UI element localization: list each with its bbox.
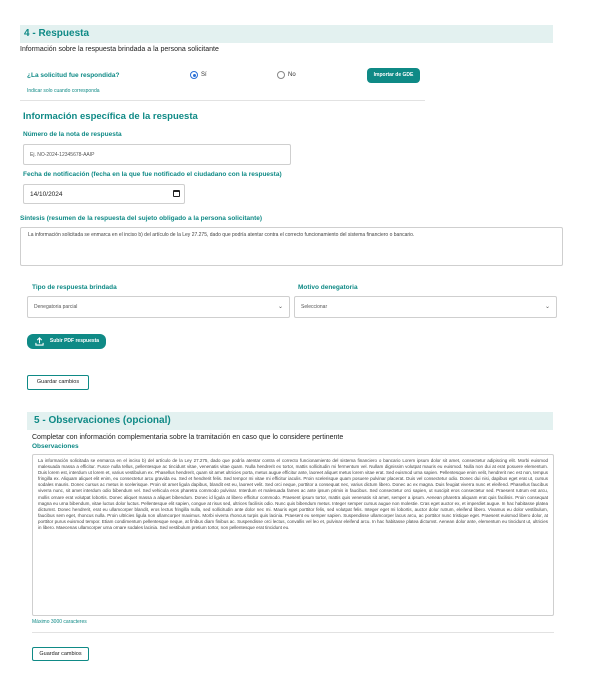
radio-no-label: No bbox=[288, 72, 296, 78]
section-5-header bbox=[27, 412, 553, 430]
radio-no[interactable] bbox=[277, 71, 285, 79]
save-changes-button-2[interactable]: Guardar cambios bbox=[32, 647, 89, 661]
import-gde-button[interactable]: Importar de GDE bbox=[367, 68, 420, 83]
note-number-placeholder: Ej. NO-2024-12345678-AAIP bbox=[30, 152, 95, 158]
response-type-value: Denegatoria parcial bbox=[34, 304, 78, 310]
observations-text: La información solicitada se enmarca en el inciso b) del artículo de la Ley 27.275, dado que podría atentar contra el correcto funcionamiento del sistema financiero o bancario Lorem ipsum dolor sit amet, consectetur adipiscing elit. Morbi euismod malesuada massa a efficitur. Fusce nulla tellus, pellentesque ac tincidunt vitae, venenatis vitae quam. Nulla hendrerit ex tortor, mattis sollicitudin mi fermentum vel. Nullam dignissim volutpat mauris eu euismod. Nulla non dui at erat posuere elementum. Duis lorem est, interdum ut lorem et, varius vestibulum ex. Phasellus hendrerit, quam sit amet ultricies porta, metus augue efficitur ante, laoreet aliquet metus lorem vitae erat. Sed euismod urna sapien. Pellentesque enim velit, hendrerit nec est non, tempus fringilla ex. Aliquam aliquet elit enim, eu consectetur arcu gravida eu. Sed et hendrerit felis. Sed tempor mi vitae mi efficitur iaculis. Proin scelerisque quam posuere pulvinar placerat. Duis vel consectetur odio. Donec dui nisi, dapibus eget erat ut, cursus sodales mauris. Donec cursus ac metus in scelerisque. Proin sit amet ligula dapibus, blandit est eu, laoreet velit. Sed orci neque, porttitor a consequat nec, varius dictum libero. Donec ac ex magna. Duis feugiat viverra nunc et eleifend. Phasellus faucibus viverra nunc, sit amet interdum odio bibendum vel. Sed vehicula eros pharetra commodo pulvinar. Interdum et malesuada fames ac ante ipsum primis in faucibus. Sed consectetur orci sapien, ut suscipit eros consectetur sed. Praesent rutrum est arcu, mollis ornare erat volutpat lobortis. Donec aliquet massa a aliquet bibendum. Donec id ligula at libero efficitur commodo. Praesent ipsum tortor, mattis quis venenatis sit amet, semper a ipsum. Aenean pharetra aliquam erat quis facilisis. Proin consequat magna eu urna bibendum, vitae luctus dolor luctus. Pellentesque elit sapien, congue at risus sed, ultrices facilisis odio. Nunc quis bibendum metus. Integer semper cursus augue non molestie. Cras eget auctor ex, et imperdiet augue. In hac habitasse platea dictumst. Donec hendrerit, erat eu ullamcorper blandit, eros lectus fringilla nulla, sed sollicitudin ante dolor nec mi. Mauris eget porttitor felis, sed volutpat felis. Integer eget mi lobortis, auctor dolor rutrum, eleifend libero. Vivamus eu dolor vestibulum, faucibus sem eget, rhoncus nulla. Proin ultricies ligula non ullamcorper maximus. Morbi viverra rhoncus turpis quis lacinia. Praesent eu semper sapien. Suspendisse ullamcorper lacus arcu, ac porttitor nunc tristique eget. Praesent euismod libero dolor, at porttitor purus euismod tempor. Etiam condimentum pellentesque neque, at finibus diam finibus ac. Suspendisse orci lectus, convallis vel leo et, pulvinar eleifend arcu. In hac habitasse platea dictumst. Aenean dolor ante, elementum eu tincidunt ut, ultricies in libero. Maecenas ullamcorper urna ornare sodales lacinia. Sed vestibulum pretium tortor, non pellentesque erat tincidunt eu. bbox=[38, 458, 548, 531]
notification-date-input[interactable] bbox=[23, 184, 185, 204]
chevron-down-icon: ⌄ bbox=[544, 304, 550, 310]
radio-yes-label: Sí bbox=[201, 72, 207, 78]
notification-date-label: Fecha de notificación (fecha en la que fue notificado el ciudadano con la respuesta) bbox=[23, 171, 282, 178]
save-changes-button-1[interactable]: Guardar cambios bbox=[27, 375, 89, 390]
denial-reason-value: Seleccionar bbox=[301, 304, 328, 310]
denial-reason-select[interactable] bbox=[294, 296, 557, 318]
calendar-icon[interactable] bbox=[173, 190, 180, 197]
upload-pdf-label: Subir PDF respuesta bbox=[49, 338, 100, 344]
upload-pdf-button[interactable] bbox=[27, 334, 106, 349]
response-type-select[interactable] bbox=[27, 296, 290, 318]
responded-question: ¿La solicitud fue respondida? bbox=[27, 72, 120, 79]
section-4-title: 4 - Respuesta bbox=[24, 28, 90, 39]
synthesis-textarea[interactable] bbox=[20, 227, 563, 266]
note-number-label: Número de la nota de respuesta bbox=[23, 131, 122, 138]
note-number-input[interactable] bbox=[23, 144, 291, 165]
synthesis-text: La información solicitada se enmarca en el inciso b) del artículo de la Ley 27.275, dado que podría atentar contra el correcto funcionamiento del sistema financiero o bancario. bbox=[28, 232, 415, 238]
upload-icon bbox=[35, 337, 44, 346]
radio-yes[interactable] bbox=[190, 71, 198, 79]
section-4-header bbox=[20, 25, 553, 43]
response-type-label: Tipo de respuesta brindada bbox=[32, 284, 117, 291]
divider-2 bbox=[32, 632, 554, 633]
synthesis-label: Síntesis (resumen de la respuesta del sujeto obligado a la persona solicitante) bbox=[20, 215, 263, 222]
notification-date-value: 14/10/2024 bbox=[30, 191, 63, 198]
max-chars-hint: Máximo 3000 caracteres bbox=[32, 619, 87, 625]
question-hint: Indicar solo cuando corresponda bbox=[27, 88, 100, 94]
observations-label: Observaciones bbox=[32, 443, 79, 450]
section-5-description: Completar con información complementaria sobre la tramitación en caso que lo considere pertinente bbox=[32, 434, 344, 441]
section-4-description: Información sobre la respuesta brindada a la persona solicitante bbox=[20, 46, 219, 53]
divider-1 bbox=[20, 100, 425, 101]
chevron-down-icon: ⌄ bbox=[277, 304, 283, 310]
section-5-title: 5 - Observaciones (opcional) bbox=[34, 415, 171, 426]
specific-info-title: Información específica de la respuesta bbox=[23, 111, 198, 122]
observations-textarea[interactable] bbox=[32, 454, 554, 616]
denial-reason-label: Motivo denegatoria bbox=[298, 284, 358, 291]
